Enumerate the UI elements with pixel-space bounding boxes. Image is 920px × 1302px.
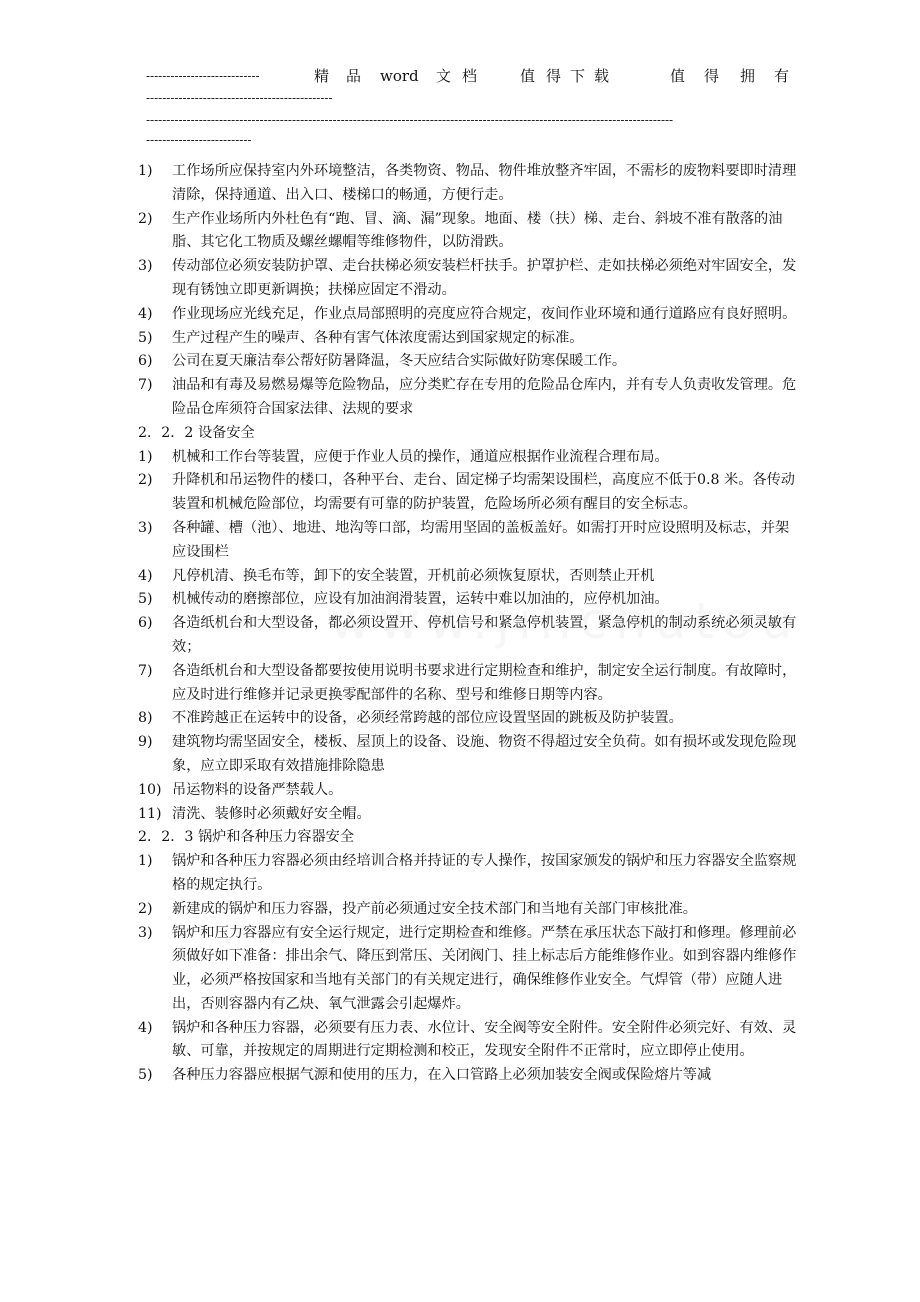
list-item-text: 吊运物料的设备严禁载人。 [172,781,343,798]
list-item [138,160,798,208]
header-title-row [146,66,796,88]
document-body [138,160,798,1088]
list-item [138,850,798,898]
list-item-text: 升降机和吊运物件的楼口，各种平台、走台、固定梯子均需架设围栏，高度应不低于0.8 米。各传动装置和机械危险部位，均需要有可靠的防护装置，危险场所必须有醒目的安全标志。 [172,472,795,513]
header-char: 值 [520,67,536,85]
list-item [138,588,798,612]
list-item-text: 建筑物均需坚固安全，楼板、屋顶上的设备、设施、物资不得超过安全负荷。如有损坏或发现危险现象，应立即采取有效措施排除隐患 [172,734,797,774]
header-char: 值 [670,67,686,85]
header-dashes-left: ---------------------------- [146,69,260,83]
header-char: 得 [546,67,562,85]
list-item-text: 公司在夏天廉洁奉公帮好防暑降温，冬天应结合实际做好防寒保暖工作。 [172,353,627,370]
header-char: 档 [462,67,478,85]
list-item [138,303,798,327]
list-item [138,1017,798,1065]
page-header [146,66,796,150]
list-item-text: 传动部位必须安装防护罩、走台扶梯必须安装栏杆扶手。护罩护栏、走如扶梯必须绝对牢固安全，发现有锈蚀立即更新调换；扶梯应固定不滑动。 [172,258,797,298]
list-item [138,731,798,779]
list-item [138,660,798,708]
list-item-number: 6) [138,353,153,370]
list-item-number: 4) [138,305,153,322]
list-item-text: 锅炉和各种压力容器必须由经培训合格并持证的专人操作，按国家颁发的锅炉和压力容器安全监察规格的规定执行。 [172,853,797,893]
list-item [138,350,798,374]
header-char: word [380,67,419,85]
list-item [138,327,798,351]
list-item-text: 各造纸机台和大型设备都要按使用说明书要求进行定期检查和维护，制定安全运行制度。有故障时，应及时进行维修并记录更换零配部件的名称、型号和维修日期等内容。 [172,662,797,703]
list-item-number: 1) [138,163,153,179]
list-item [138,1064,798,1088]
list-item [138,374,798,422]
header-char: 有 [774,67,790,85]
list-item [138,898,798,922]
list-item-text: 锅炉和压力容器应有安全运行规定，进行定期检查和维修。严禁在承压状态下敲打和修理。修理前必须做好如下准备：排出余气、降压到常压、关闭阀门、挂上标志后方能维修作业。如到容器内维修作业，必须严格按国家和当地有关部门的有关规定进行，确保维修作业安全。气焊管（带）应随人进出，否则容器内有乙炔、氧气泄露会引起爆炸。 [172,924,797,1012]
list-item-number: 8) [138,710,153,727]
list-item-number: 2) [138,900,153,917]
list-item-number: 5) [138,1067,153,1084]
list-item-text: 不准跨越正在运转中的设备，必须经常跨越的部位应设置坚固的跳板及防护装置。 [172,710,683,727]
list-item-text: 油品和有毒及易燃易爆等危险物品，应分类贮存在专用的危险品仓库内，并有专人负责收发管理。危险品仓库须符合国家法律、法规的要求 [172,377,797,417]
list-item-number: 3) [138,519,153,536]
list-item-number: 2) [138,210,153,227]
list-item-text: 各造纸机台和大型设备，都必须设置开、停机信号和紧急停机装置，紧急停机的制动系统必须灵敏有效； [172,615,797,655]
section-heading: 2．2．2 设备安全 [138,424,255,441]
list-item [138,469,798,517]
header-dashes-row2: ---------------------------------------------------------------------------------------------------------------------------------- [146,113,674,127]
list-item [138,208,798,256]
list-item-text: 各种罐、槽（池）、地进、地沟等口部，均需用坚固的盖板盖好。如需打开时应设照明及标志，并架应设围栏 [172,519,790,560]
list-item-number: 2) [138,472,153,489]
list-item-number: 5) [138,591,153,608]
header-dashes-row3: -------------------------- [146,133,252,147]
list-item-number: 3) [138,924,153,941]
header-char: 得 [704,67,720,85]
header-char: 品 [346,67,362,85]
list-item-number: 10) [138,781,162,798]
list-item [138,707,798,731]
list-item-number: 7) [138,662,153,679]
list-item [138,612,798,660]
list-item-number: 1) [138,853,153,870]
header-dashes-row1-tail: ---------------------------------------------- [146,91,333,105]
list-item-text: 凡停机清、换毛布等，卸下的安全装置，开机前必须恢复原状，否则禁止开机 [172,567,655,584]
list-item-number: 7) [138,377,153,394]
header-char: 下 [570,67,586,85]
list-item-text: 机械传动的磨擦部位，应设有加油润滑装置，运转中难以加油的，应停机加油。 [172,591,669,608]
list-item-number: 6) [138,615,153,632]
list-item-number: 3) [138,258,153,275]
list-item-text: 生产过程产生的噪声、各种有害气体浓度需达到国家规定的标准。 [172,329,584,346]
list-item-text: 锅炉和各种压力容器，必须要有压力表、水位计、安全阀等安全附件。安全附件必须完好、有效、灵敏、可靠，并按规定的周期进行定期检测和校正，发现安全附件不正常时，应立即停止使用。 [172,1019,797,1060]
list-item-text: 各种压力容器应根据气源和使用的压力，在入口管路上必须加装安全阀或保险熔片等减 [172,1067,712,1084]
list-item-number: 11) [138,805,162,822]
list-item-number: 5) [138,329,153,346]
list-item [138,565,798,589]
list-item [138,922,798,1017]
section-heading: 2．2．3 锅炉和各种压力容器安全 [138,829,355,846]
list-item [138,446,798,470]
list-item-text: 机械和工作台等装置，应便于作业人员的操作，通道应根据作业流程合理布局。 [172,448,669,465]
list-item-number: 1) [138,448,153,465]
list-item [138,803,798,827]
header-char: 载 [594,67,610,85]
list-item [138,517,798,565]
header-char: 拥 [740,67,756,85]
list-item-text: 新建成的锅炉和压力容器，投产前必须通过安全技术部门和当地有关部门审核批准。 [172,900,697,917]
list-item-text: 工作场所应保持室内外环境整洁，各类物资、物品、物件堆放整齐牢固，不需杉的废物料要即时清理清除，保持通道、出入口、楼梯口的畅通，方便行走。 [172,163,797,203]
list-item-number: 9) [138,734,153,751]
list-item [138,779,798,803]
list-item-text: 清洗、装修时必须戴好安全帽。 [172,805,371,822]
list-item-number: 4) [138,1019,153,1036]
list-item-number: 4) [138,567,153,584]
list-item-text: 生产作业场所内外杜色有“跑、冒、滴、漏”现象。地面、楼（扶）梯、走台、斜坡不准有散落的油脂、其它化工物质及螺丝螺帽等维修物件，以防滑跌。 [172,210,783,251]
header-char: 文 [436,67,452,85]
list-item-text: 作业现场应光线充足，作业点局部照明的亮度应符合规定，夜间作业环境和通行道路应有良好照明。 [172,305,797,322]
header-char: 精 [314,67,330,85]
list-item [138,255,798,303]
